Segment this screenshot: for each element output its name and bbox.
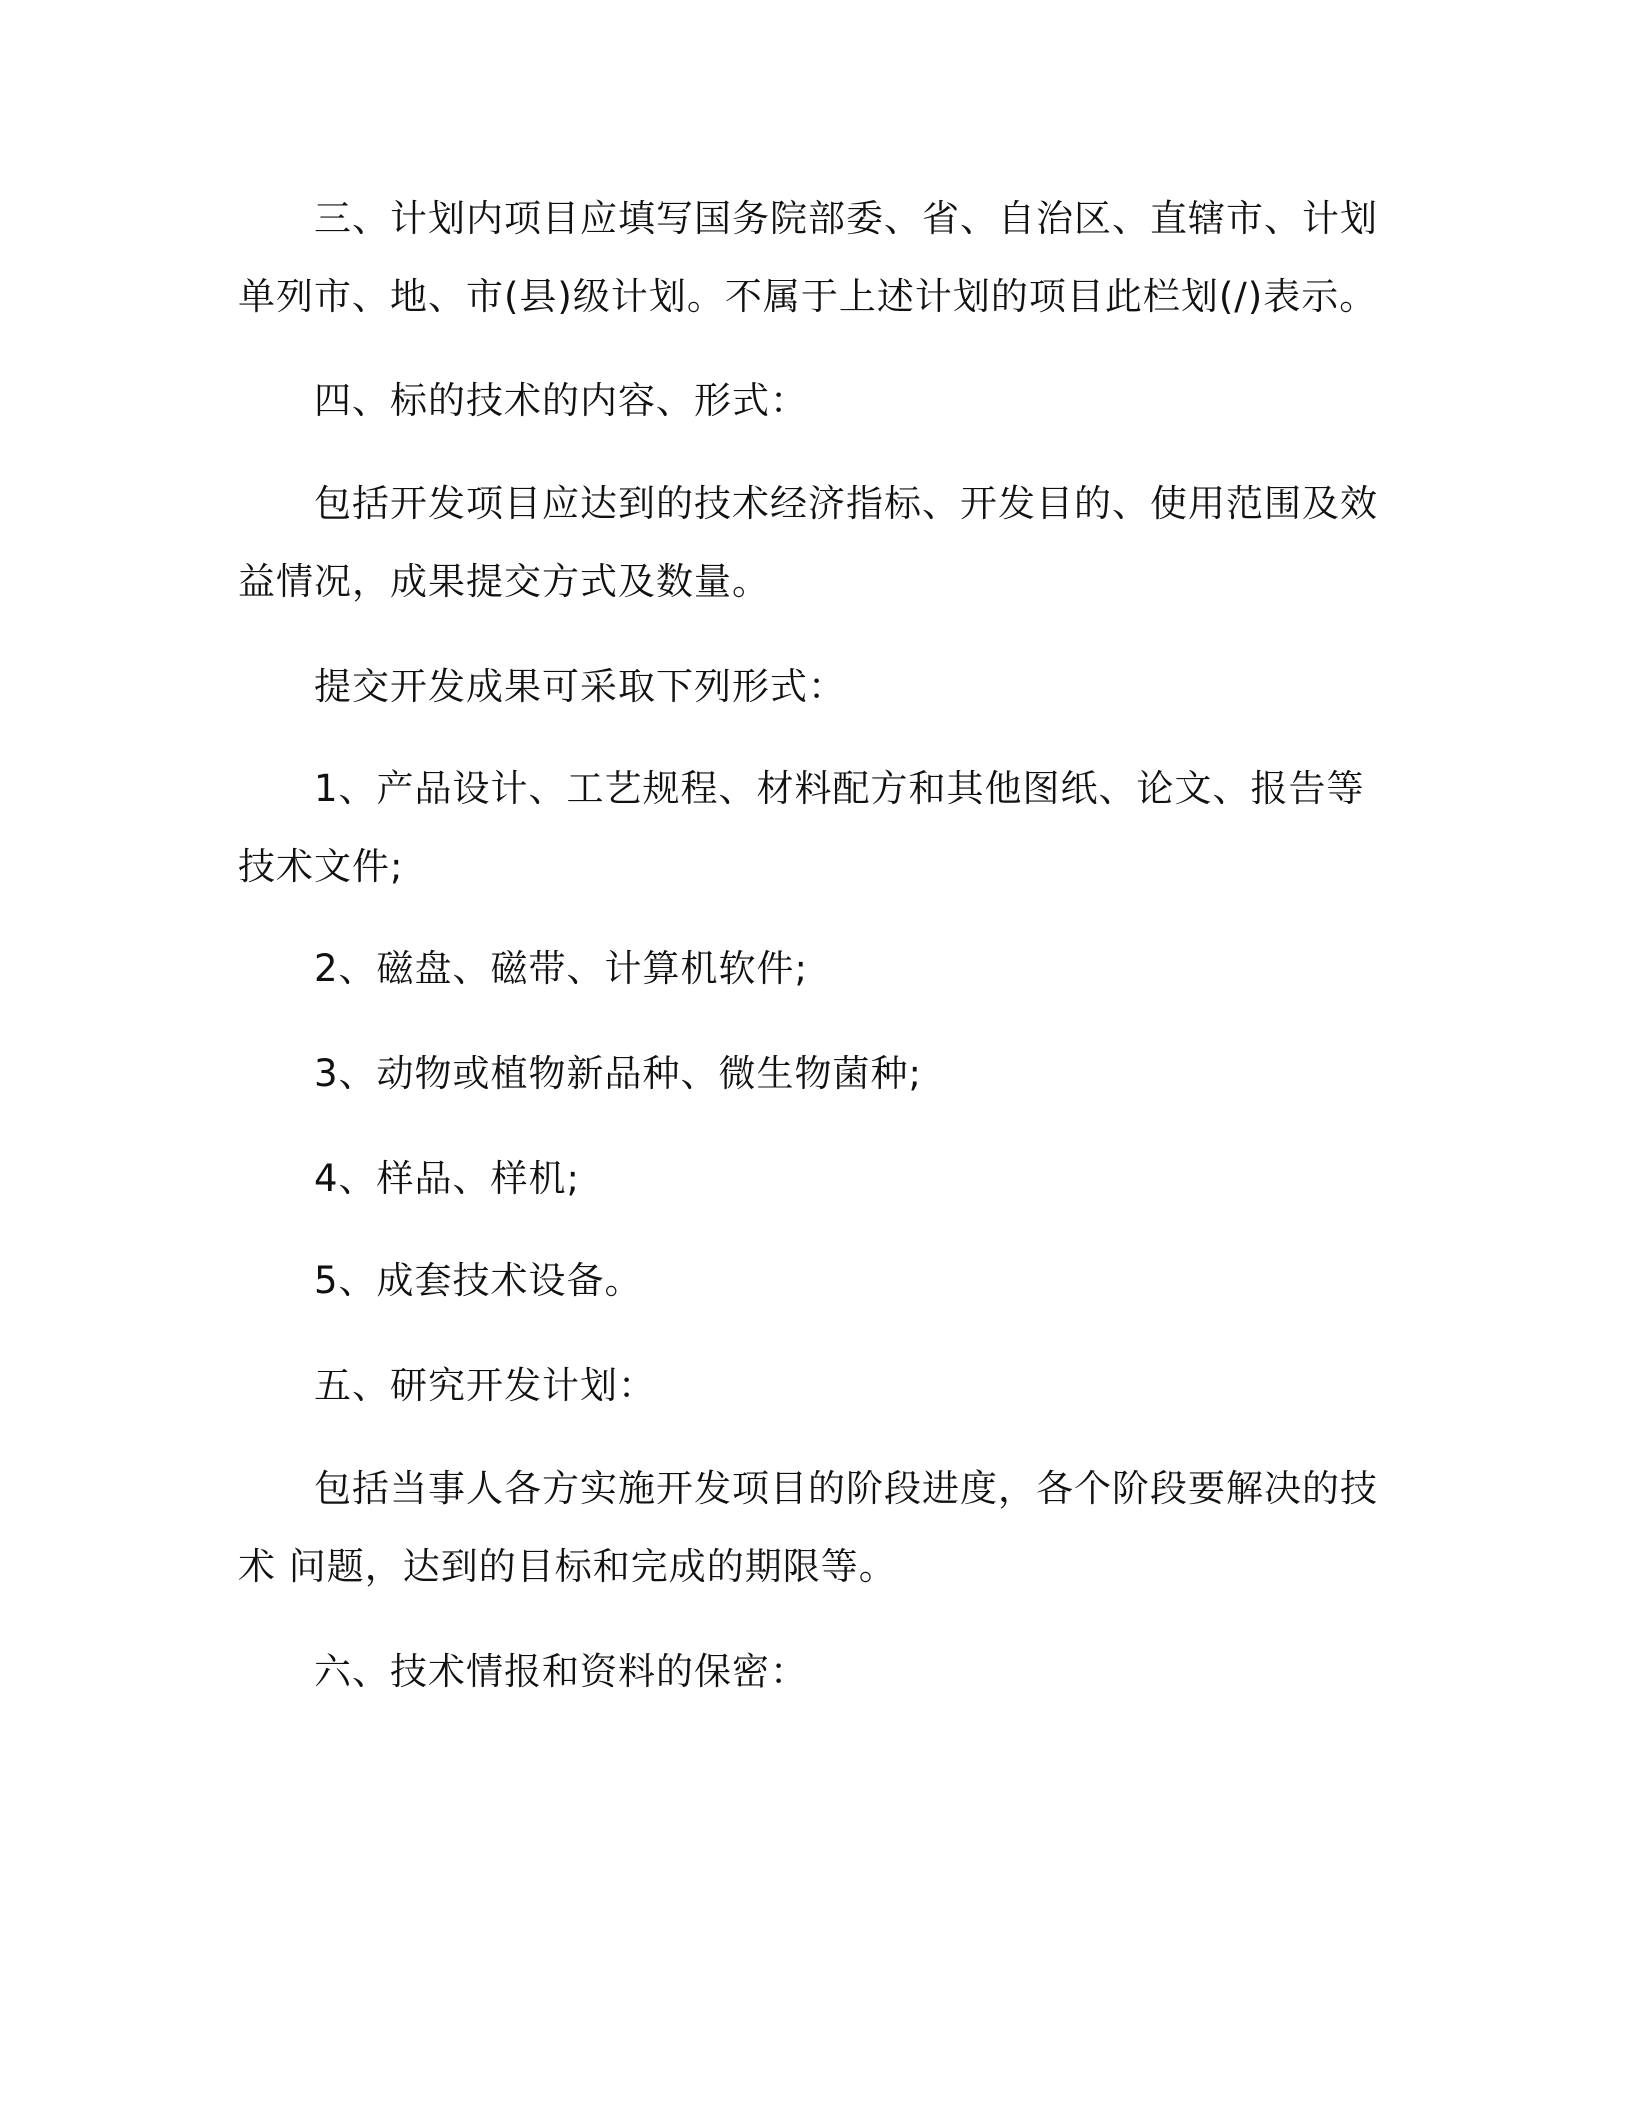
list-item-2: 2、磁盘、磁带、计算机软件; [314, 947, 809, 990]
list-item-1: 1、产品设计、工艺规程、材料配方和其他图纸、论文、报告等技术文件; [238, 767, 1365, 888]
paragraph-submission-forms: 提交开发成果可采取下列形式： [314, 665, 846, 708]
paragraph-tech-indicators: 包括开发项目应达到的技术经济指标、开发目的、使用范围及效益情况，成果提交方式及数量。 [238, 482, 1378, 603]
paragraph-rd-plan-details: 包括当事人各方实施开发项目的阶段进度，各个阶段要解决的技术 问题，达到的目标和完成的期限等。 [238, 1467, 1378, 1588]
heading-rd-plan: 五、研究开发计划： [314, 1364, 656, 1407]
heading-tech-content-form: 四、标的技术的内容、形式： [314, 379, 808, 422]
paragraph-plan-items: 三、计划内项目应填写国务院部委、省、自治区、直辖市、计划单列市、地、市(县)级计划。不属于上述计划的项目此栏划(/)表示。 [238, 197, 1378, 318]
heading-confidentiality: 六、技术情报和资料的保密： [314, 1650, 808, 1693]
list-item-3: 3、动物或植物新品种、微生物菌种; [314, 1052, 923, 1095]
list-item-4: 4、样品、样机; [314, 1157, 581, 1200]
list-item-5: 5、成套技术设备。 [314, 1259, 643, 1302]
